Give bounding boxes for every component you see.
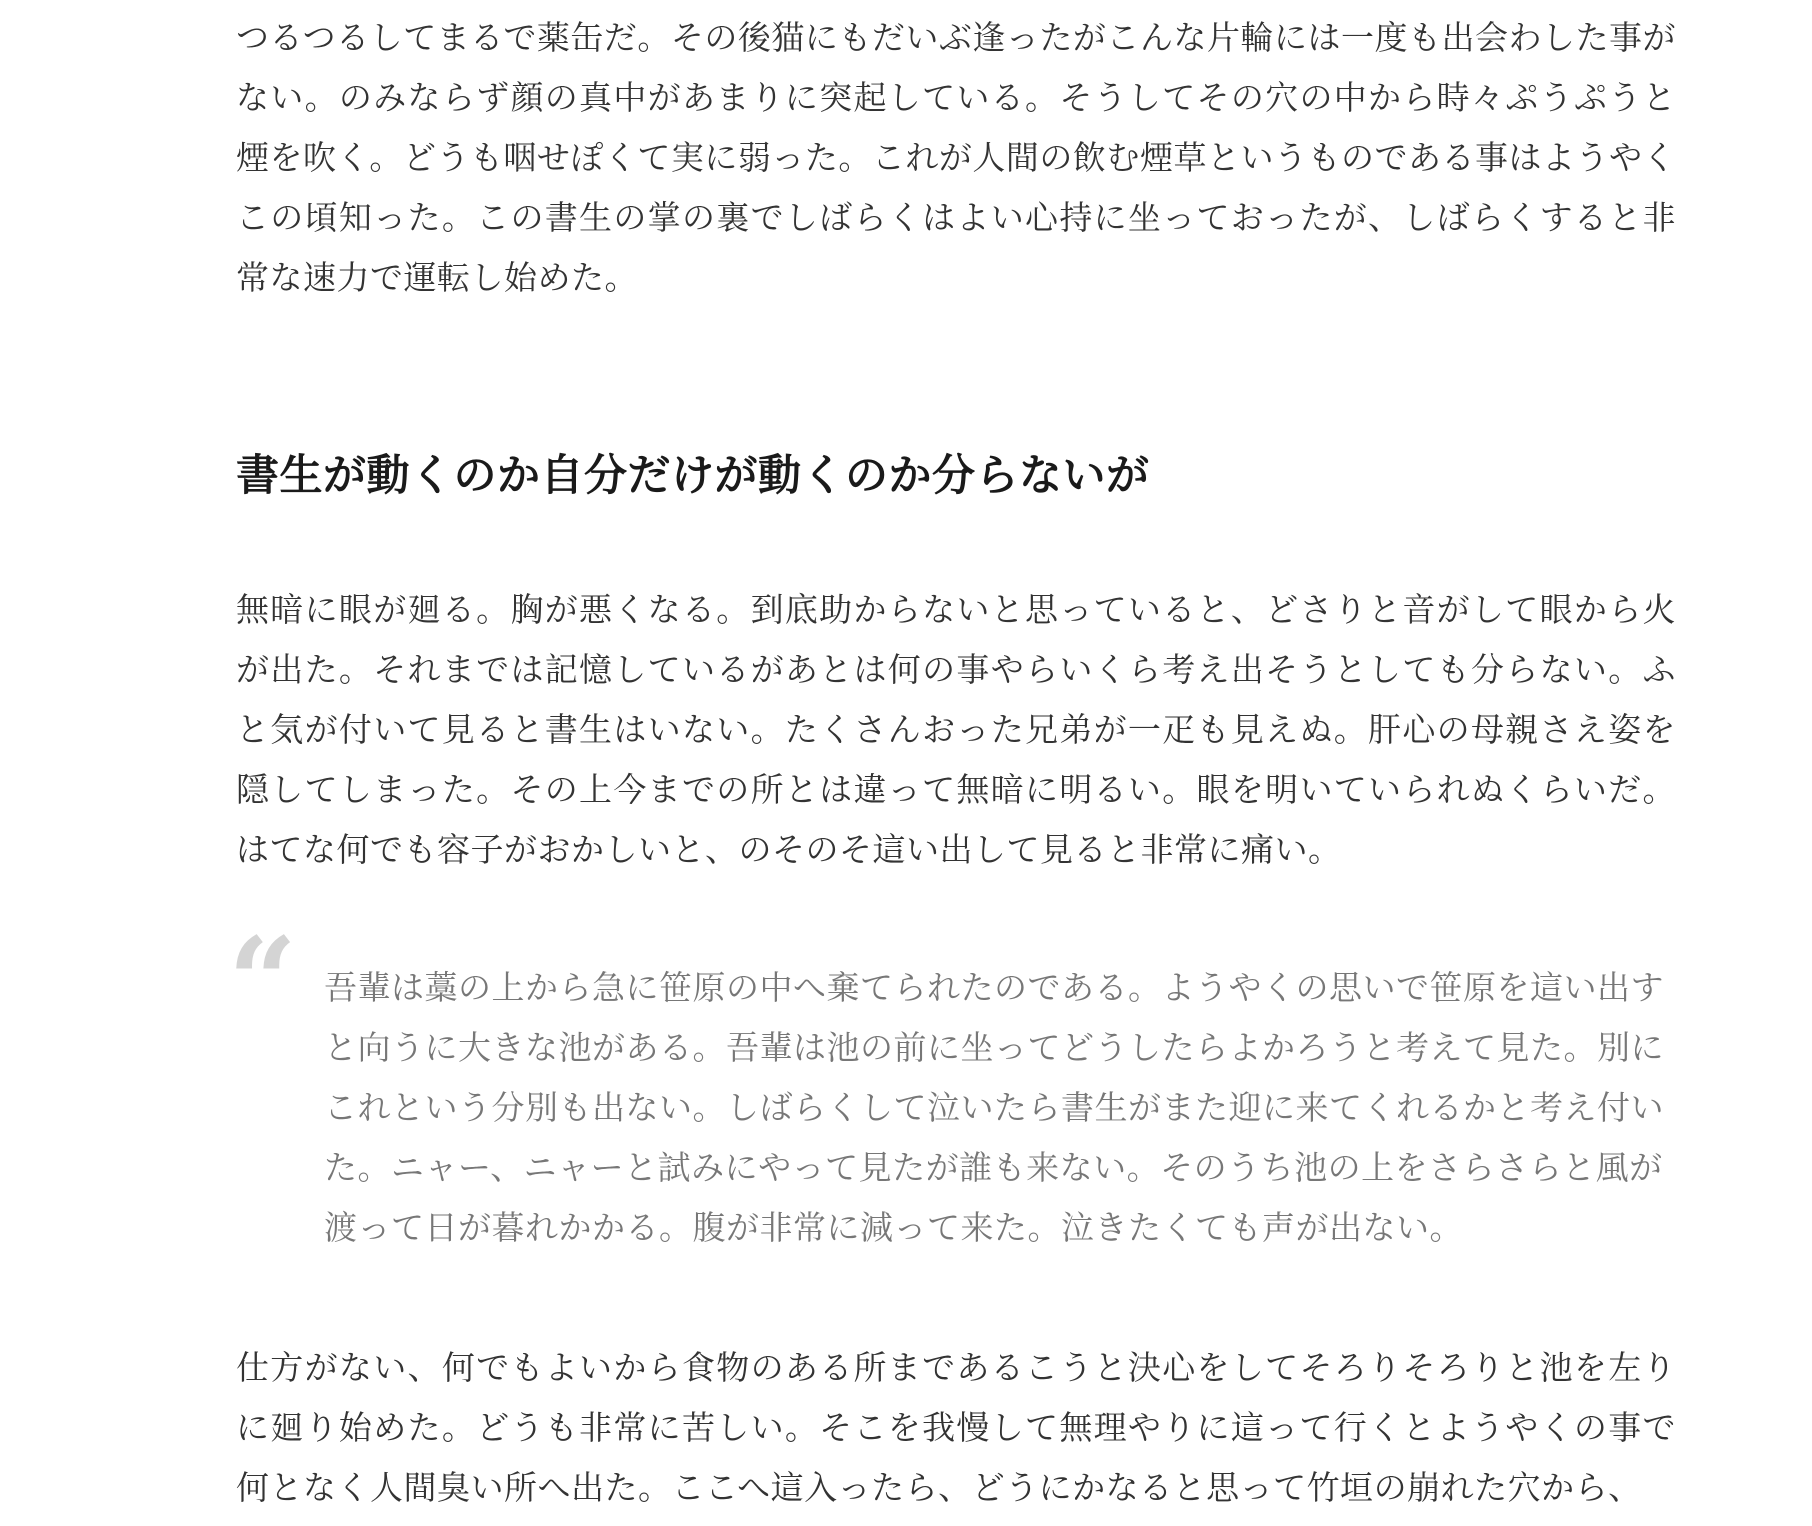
paragraph-mid: 無暗に眼が廻る。胸が悪くなる。到底助からないと思っていると、どさりと音がして眼から火が出た。それまでは記憶しているがあとは何の事やらいくら考え出そうとしても分らない。ふと気が付いて見ると書生はいない。たくさんおった兄弟が一疋も見えぬ。肝心の母親さえ姿を隠してしまった。その上今までの所とは違って無暗に明るい。眼を明いていられぬくらいだ。はてな何でも容子がおかしいと、のそのそ這い出して見ると非常に痛い。 xyxy=(236,590,1676,869)
quote-mark-icon: “ xyxy=(228,911,298,1052)
section-heading: 書生が動くのか自分だけが動くのか分らないが xyxy=(236,451,1150,501)
blockquote xyxy=(228,911,1676,1258)
blockquote-text: 吾輩は藁の上から急に笹原の中へ棄てられたのである。ようやくの思いで笹原を這い出すと向うに大きな池がある。吾輩は池の前に坐ってどうしたらよかろうと考えて見た。別にこれという分別も出ない。しばらくして泣いたら書生がまた迎に来てくれるかと考え付いた。ニャー、ニャーと試みにやって見たが誰も来ない。そのうち池の上をさらさらと風が渡って日が暮れかかる。腹が非常に減って来た。泣きたくても声が出ない。 xyxy=(324,968,1664,1247)
paragraph-top: つるつるしてまるで薬缶だ。その後猫にもだいぶ逢ったがこんな片輪には一度も出会わした事がない。のみならず顔の真中があまりに突起している。そうしてその穴の中から時々ぷうぷうと煙を吹く。どうも咽せぽくて実に弱った。これが人間の飲む煙草というものである事はようやくこの頃知った。この書生の掌の裏でしばらくはよい心持に坐っておったが、しばらくすると非常な速力で運転し始めた。 xyxy=(236,18,1676,297)
paragraph-bottom: 仕方がない、何でもよいから食物のある所まであるこうと決心をしてそろりそろりと池を左りに廻り始めた。どうも非常に苦しい。そこを我慢して無理やりに這って行くとようやくの事で何となく人間臭い所へ出た。ここへ這入ったら、どうにかなると思って竹垣の崩れた穴から、 xyxy=(236,1348,1676,1507)
